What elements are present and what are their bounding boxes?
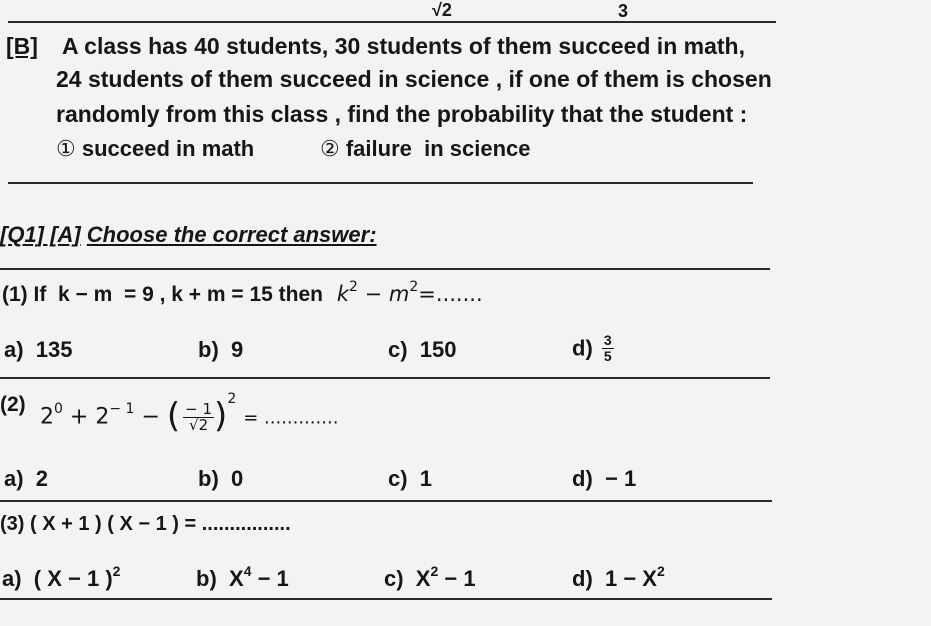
q2-option-d[interactable]: d) − 1	[572, 466, 637, 491]
q1-option-d[interactable]: d) $\frac{3}{5}$	[572, 332, 612, 364]
q3-option-c[interactable]: c) $X^2 - 1$	[384, 562, 476, 591]
question2-expression: $2^0 + 2^{- 1}$ − ( $\frac{- 1}{√2}$ )$^2$ = .............	[40, 391, 339, 436]
question1-stem	[2, 281, 483, 308]
item1-text: succeed in math	[81, 136, 255, 161]
q1-option-d-fraction: $\frac{3}{5}$	[603, 332, 612, 364]
q1-heading-prefix: [Q1] [A]	[0, 222, 81, 247]
divider	[8, 182, 753, 184]
question2-number: (2)	[0, 393, 26, 416]
q3-option-b[interactable]: b) $X^4 - 1$	[196, 562, 289, 591]
q1-heading	[0, 222, 377, 248]
question2-fraction: $\frac{- 1}{√2}$	[185, 400, 213, 434]
item1-marker: ①	[56, 136, 76, 161]
section-b-label: [B]	[6, 33, 38, 59]
q3-option-d[interactable]: d) $1 - X^2$	[572, 562, 665, 591]
item2-marker: ②	[320, 136, 340, 161]
q1-option-a[interactable]: a) 135	[4, 337, 73, 362]
divider	[0, 598, 772, 600]
q2-option-a[interactable]: a) 2	[4, 466, 49, 491]
q1-option-b[interactable]: b) 9	[198, 337, 244, 362]
section-b-line3: randomly from this class , find the probability that the student :	[56, 101, 748, 127]
top-fragment-sqrt: √2	[432, 0, 452, 20]
divider	[0, 500, 772, 502]
q1-heading-title: Choose the correct answer:	[86, 222, 377, 247]
item2-text: failure in science	[345, 136, 531, 161]
section-b-item2	[320, 136, 531, 162]
section-b-line1: A class has 40 students, 30 students of them succeed in math,	[62, 33, 745, 59]
divider	[0, 268, 770, 270]
question3-number: (3)	[0, 513, 25, 535]
section-b-line2: 24 students of them succeed in science , if one of them is chosen	[56, 66, 772, 92]
divider	[8, 21, 776, 23]
top-fragment-number: 3	[618, 1, 629, 21]
q3-option-a[interactable]: a) ( X − 1 )$^2$	[2, 562, 121, 591]
question3-stem	[0, 511, 291, 537]
question1-number: (1)	[2, 283, 28, 306]
question1-text: If k − m = 9 , k + m = 15 then	[33, 283, 323, 306]
question3-text: ( X + 1 ) ( X − 1 ) = ................	[30, 513, 291, 535]
section-b-item1	[56, 136, 254, 162]
q1-option-c[interactable]: c) 150	[388, 337, 457, 362]
q2-option-b[interactable]: b) 0	[198, 466, 244, 491]
q2-option-c[interactable]: c) 1	[388, 466, 433, 491]
divider	[0, 377, 770, 379]
question1-expression: $k^2 - m^2=$.......	[336, 279, 483, 306]
